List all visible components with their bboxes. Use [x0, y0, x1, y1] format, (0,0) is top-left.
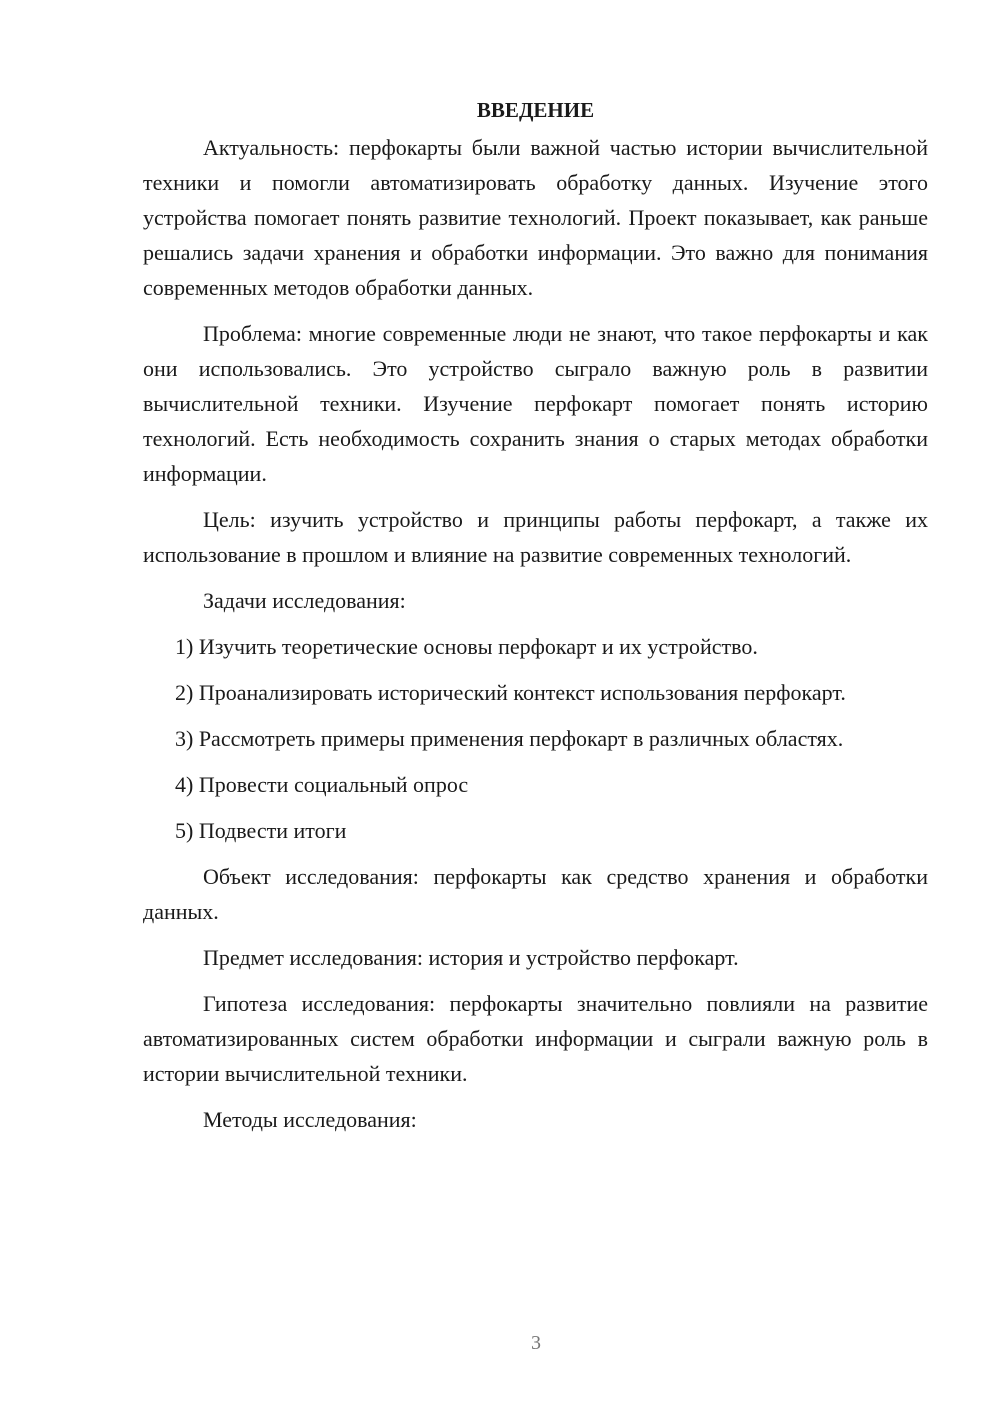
paragraph-object: Объект исследования: перфокарты как средство хранения и обработки данных. [143, 864, 928, 924]
paragraph-tasks-heading: Задачи исследования: [203, 588, 406, 613]
page-number: 3 [531, 1332, 541, 1354]
paragraph-goal: Цель: изучить устройство и принципы работы перфокарт, а также их использование в прошлом и влияние на развитие современных технологий. [143, 507, 928, 567]
page-content [143, 92, 928, 1148]
paragraph-hypothesis: Гипотеза исследования: перфокарты значительно повлияли на развитие автоматизированных систем обработки информации и сыграли важную роль в истории вычислительной техники. [143, 991, 928, 1086]
paragraph-subject: Предмет исследования: история и устройство перфокарт. [203, 945, 739, 970]
list-item-task-4: 4) Провести социальный опрос [175, 772, 469, 797]
list-item-task-3: 3) Рассмотреть примеры применения перфокарт в различных областях. [175, 726, 844, 751]
page-title: ВВЕДЕНИЕ [476, 98, 595, 122]
paragraph-methods-heading: Методы исследования: [203, 1107, 417, 1132]
list-item-task-1: 1) Изучить теоретические основы перфокарт и их устройство. [175, 634, 758, 659]
paragraph-relevance: Актуальность: перфокарты были важной частью истории вычислительной техники и помогли автоматизировать обработку данных. Изучение этого устройства помогает понять развитие технологий. Проект показывает, как раньше решались задачи хранения и обработки информации. Это важно для понимания современных методов обработки данных. [143, 135, 928, 300]
list-item-task-5: 5) Подвести итоги [175, 818, 347, 843]
list-item-task-2: 2) Проанализировать исторический контекст использования перфокарт. [175, 680, 846, 705]
paragraph-problem: Проблема: многие современные люди не знают, что такое перфокарты и как они использовались. Это устройство сыграло важную роль в развитии вычислительной техники. Изучение перфокарт помогает понять историю технологий. Есть необходимость сохранить знания о старых методах обработки информации. [143, 321, 928, 486]
